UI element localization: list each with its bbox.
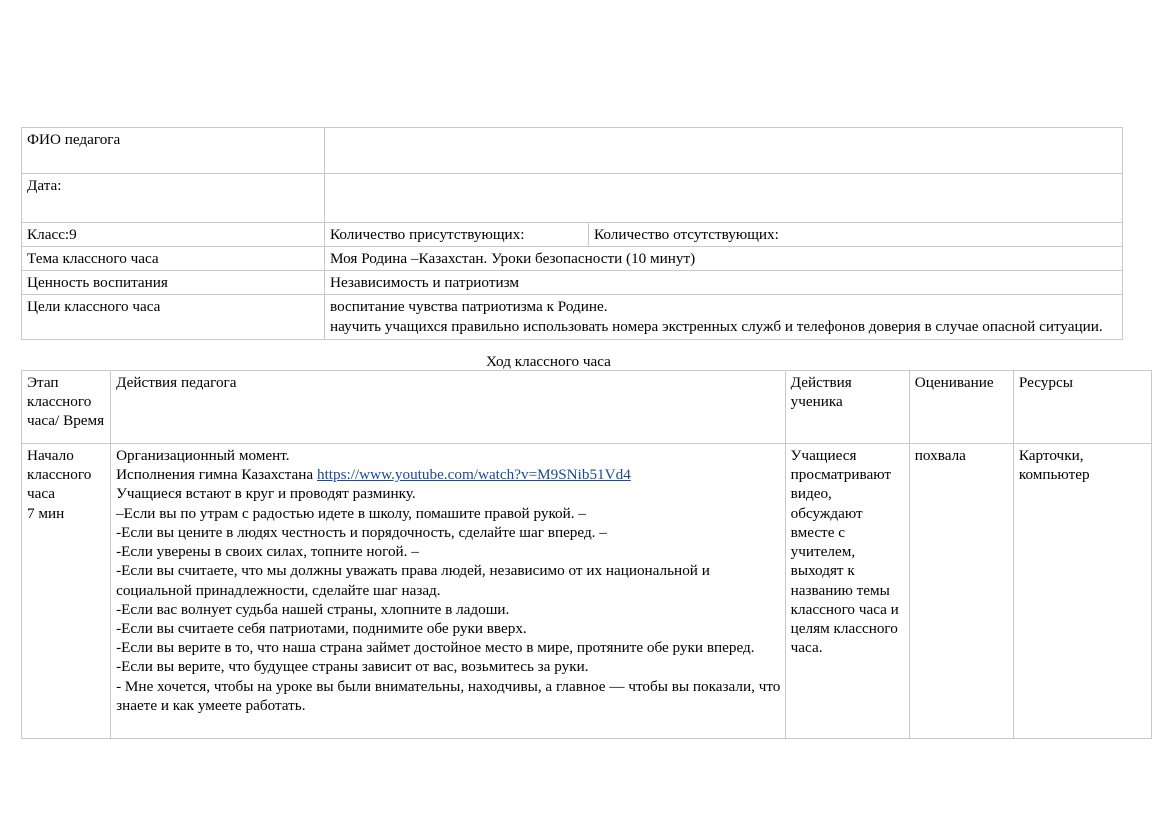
stage-line: 7 мин xyxy=(27,504,65,522)
cell-stage xyxy=(22,444,111,739)
teacher-line: -Если вы считаете, что мы должны уважать права людей, независимо от их национальной и социальной принадлежности, сделайте шаг назад. xyxy=(116,562,710,599)
teacher-line: -Если вы верите в то, что наша страна займет достойное место в мире, протяните обе руки вперед. xyxy=(116,639,755,657)
table-row xyxy=(22,223,1123,247)
cell-teacher-actions xyxy=(111,444,786,739)
table-header-row xyxy=(22,371,1152,444)
class-label: Класс:9 xyxy=(22,223,325,247)
stage-line: Начало xyxy=(27,447,74,464)
cell-resources: Карточки, компьютер xyxy=(1013,444,1151,739)
goals-label: Цели классного часа xyxy=(22,295,325,340)
table-row xyxy=(22,247,1123,271)
column-header-pupil-actions: Действия ученика xyxy=(785,371,909,444)
teacher-line: -Если вы цените в людях честность и порядочность, сделайте шаг вперед. – xyxy=(116,523,607,541)
teacher-line: - Мне хочется, чтобы на уроке вы были внимательны, находчивы, а главное — чтобы вы показали, что знаете и как умеете работать. xyxy=(116,677,781,714)
cell-pupil-actions: Учащиеся просматривают видео, обсуждают вместе с учителем, выходят к названию темы классного часа и целям классного часа. xyxy=(785,444,909,739)
lesson-course-table xyxy=(21,370,1152,739)
column-header-resources: Ресурсы xyxy=(1013,371,1151,444)
value-education-value: Независимость и патриотизм xyxy=(325,271,1123,295)
absent-count-label: Количество отсутствующих: xyxy=(589,223,1123,247)
anthem-text: Исполнения гимна Казахстана xyxy=(116,466,317,484)
present-count-label: Количество присутствующих: xyxy=(325,223,589,247)
goal-line: научить учащихся правильно использовать номера экстренных служб и телефонов доверия в случае опасной ситуации. xyxy=(330,318,1103,336)
teacher-name-label: ФИО педагога xyxy=(22,128,325,174)
table-row xyxy=(22,128,1123,174)
column-header-assessment: Оценивание xyxy=(909,371,1013,444)
date-value[interactable] xyxy=(325,174,1123,223)
teacher-line: –Если вы по утрам с радостью идете в школу, помашите правой рукой. – xyxy=(116,504,586,522)
table-row xyxy=(22,295,1123,340)
column-header-teacher-actions: Действия педагога xyxy=(111,371,786,444)
topic-value: Моя Родина –Казахстан. Уроки безопасности (10 минут) xyxy=(325,247,1123,271)
teacher-line: -Если вы считаете себя патриотами, поднимите обе руки вверх. xyxy=(116,619,527,637)
value-education-label: Ценность воспитания xyxy=(22,271,325,295)
teacher-line: -Если вы верите, что будущее страны зависит от вас, возьмитесь за руки. xyxy=(116,658,589,676)
date-label: Дата: xyxy=(22,174,325,223)
table-row xyxy=(22,271,1123,295)
teacher-line: Учащиеся встают в круг и проводят разминку. xyxy=(116,485,416,503)
table-row xyxy=(22,444,1152,739)
teacher-line: -Если вас волнует судьба нашей страны, хлопните в ладоши. xyxy=(116,600,510,618)
course-caption: Ход классного часа xyxy=(486,353,611,370)
column-header-stage: Этап классного часа/ Время xyxy=(22,371,111,444)
lesson-info-table xyxy=(21,127,1123,340)
stage-line: классного xyxy=(27,466,92,484)
teacher-line: -Если уверены в своих силах, топните ногой. – xyxy=(116,543,419,561)
table-row xyxy=(22,174,1123,223)
teacher-line-anthem xyxy=(116,465,781,484)
stage-line: часа xyxy=(27,485,56,503)
teacher-line: Организационный момент. xyxy=(116,447,290,464)
goals-value xyxy=(325,295,1123,340)
topic-label: Тема классного часа xyxy=(22,247,325,271)
teacher-name-value[interactable] xyxy=(325,128,1123,174)
goal-line: воспитание чувства патриотизма к Родине. xyxy=(330,298,608,316)
anthem-video-link[interactable]: https://www.youtube.com/watch?v=M9SNib51Vd4 xyxy=(316,466,631,484)
cell-assessment: похвала xyxy=(909,444,1013,739)
